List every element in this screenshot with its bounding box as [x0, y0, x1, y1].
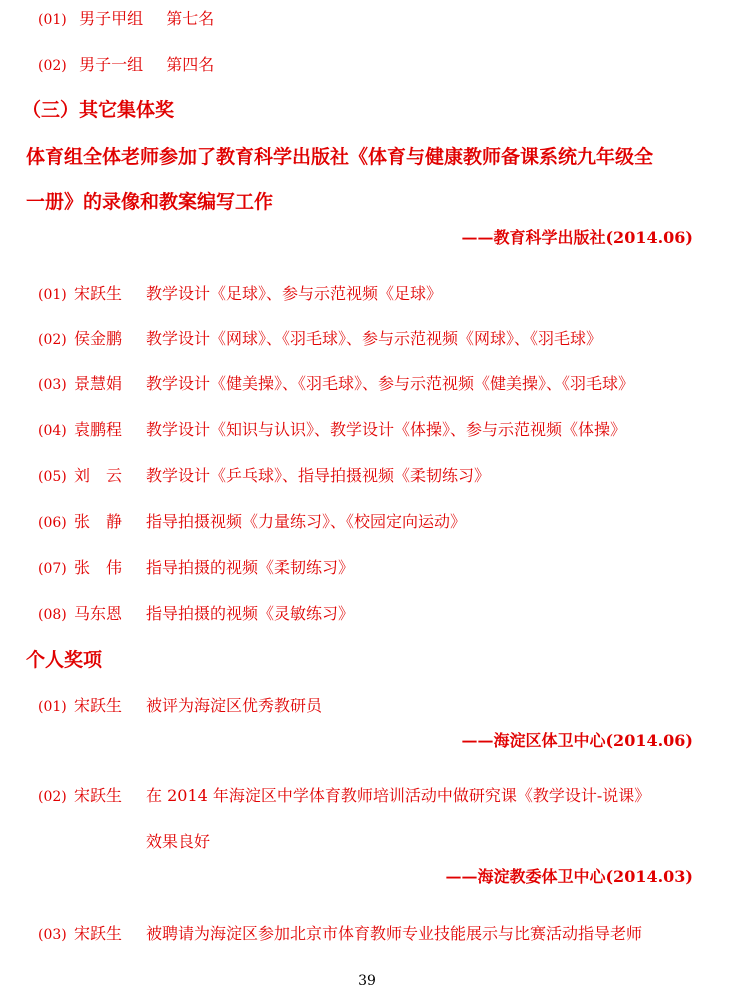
item-number: (02) [38, 789, 67, 805]
list-item [38, 604, 354, 625]
list-item [38, 284, 442, 305]
teacher-name: 侯金鹏 [74, 329, 123, 348]
item-number: (05) [38, 469, 67, 485]
list-item [38, 786, 650, 807]
award-rank: 第四名 [166, 55, 215, 74]
list-item [38, 696, 322, 717]
teacher-name: 宋跃生 [74, 284, 123, 303]
teacher-name: 袁鹏程 [74, 420, 123, 439]
credit-line: ——海淀教委体卫中心(2014.03) [445, 867, 693, 886]
item-text: 教学设计《乒乓球》、指导拍摄视频《柔韧练习》 [146, 466, 491, 485]
item-text: 指导拍摄视频《力量练习》、《校园定向运动》 [146, 512, 467, 531]
award-group: 男子甲组 [79, 9, 144, 28]
teacher-name: 宋跃生 [74, 786, 123, 805]
teacher-name: 张 静 [74, 512, 123, 531]
item-text: 教学设计《健美操》、《羽毛球》、参与示范视频《健美操》、《羽毛球》 [146, 374, 635, 393]
list-item [38, 374, 634, 395]
teacher-name: 刘 云 [74, 466, 123, 485]
item-number: (01) [38, 287, 67, 303]
list-item [38, 329, 602, 350]
award-row [38, 9, 214, 30]
page-number: 39 [358, 973, 376, 989]
item-text: 在 2014 年海淀区中学体育教师培训活动中做研究课《教学设计-说课》 [146, 786, 651, 805]
list-item [38, 466, 490, 487]
teacher-name: 宋跃生 [74, 924, 123, 943]
list-item [38, 558, 354, 579]
credit-line: ——教育科学出版社(2014.06) [461, 228, 693, 247]
list-item [38, 512, 466, 533]
item-text: 被聘请为海淀区参加北京市体育教师专业技能展示与比赛活动指导老师 [146, 924, 643, 943]
item-number: (02) [38, 58, 67, 74]
item-text: 被评为海淀区优秀教研员 [146, 696, 323, 715]
award-row [38, 55, 214, 76]
award-rank: 第七名 [166, 9, 215, 28]
item-text: 指导拍摄的视频《灵敏练习》 [146, 604, 355, 623]
item-text: 教学设计《知识与认识》、教学设计《体操》、参与示范视频《体操》 [146, 420, 627, 439]
award-group: 男子一组 [79, 55, 144, 74]
item-text: 指导拍摄的视频《柔韧练习》 [146, 558, 355, 577]
item-number: (08) [38, 607, 67, 623]
list-item [38, 420, 626, 441]
section-heading-collective: （三）其它集体奖 [22, 99, 175, 121]
item-number: (03) [38, 927, 67, 943]
item-text-continued: 效果良好 [146, 832, 211, 851]
list-item [38, 924, 642, 945]
item-number: (04) [38, 423, 67, 439]
teacher-name: 张 伟 [74, 558, 123, 577]
collective-title-line-1: 体育组全体老师参加了教育科学出版社《体育与健康教师备课系统九年级全 [26, 146, 654, 168]
item-number: (07) [38, 561, 67, 577]
item-number: (01) [38, 12, 67, 28]
teacher-name: 景慧娟 [74, 374, 123, 393]
credit-line: ——海淀区体卫中心(2014.06) [461, 731, 693, 750]
item-number: (03) [38, 377, 67, 393]
teacher-name: 宋跃生 [74, 696, 123, 715]
item-text: 教学设计《网球》、《羽毛球》、参与示范视频《网球》、《羽毛球》 [146, 329, 603, 348]
item-number: (02) [38, 332, 67, 348]
collective-title-line-2: 一册》的录像和教案编写工作 [26, 191, 274, 213]
item-text: 教学设计《足球》、参与示范视频《足球》 [146, 284, 443, 303]
item-number: (06) [38, 515, 67, 531]
section-heading-personal: 个人奖项 [26, 649, 103, 671]
teacher-name: 马东恩 [74, 604, 123, 623]
item-number: (01) [38, 699, 67, 715]
